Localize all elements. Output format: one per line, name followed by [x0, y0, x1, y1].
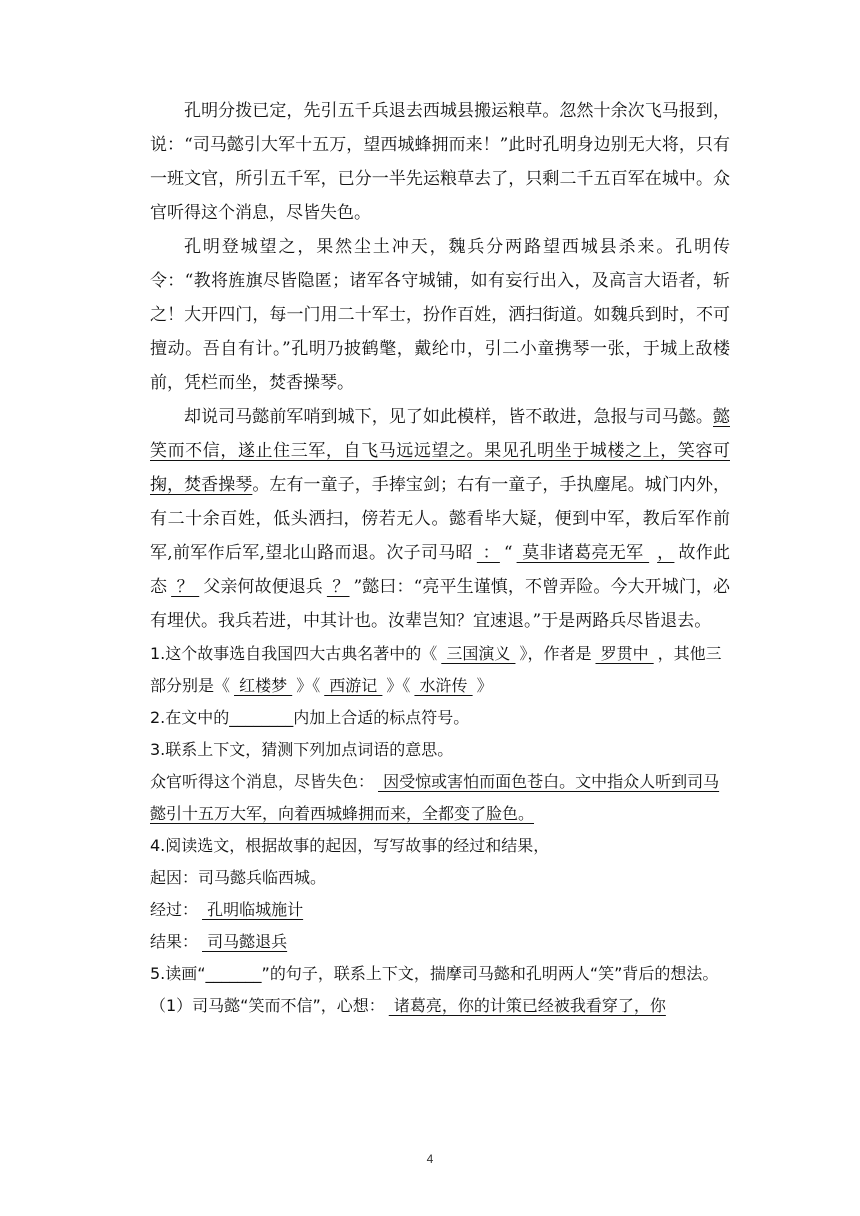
passage-text: 却说司马懿前军哨到城下，见了如此模样，皆不敢进，急报与司马懿。 — [184, 407, 713, 427]
question-3: 3.联系上下文，猜测下列加点词语的意思。 — [150, 740, 454, 759]
page-number: 4 — [426, 1152, 434, 1166]
answer-blank: 孔明临城施计 — [202, 900, 304, 919]
punctuation-blank: 莫非诸葛亮无军 — [516, 543, 650, 563]
answer-blank: 罗贯中 — [595, 644, 654, 663]
passage-text: ”懿曰：“亮平生谨慎，不曾弄险。今大开城门，必有埋伏。我兵若进，中其计也。汝辈岂知？宜速退。”于是两路兵尽皆退去。 — [150, 577, 731, 631]
answer-blank: 三国演义 — [441, 644, 516, 663]
question-text: ，其他三部分别是《 — [150, 644, 722, 695]
answer-blank: 西游记 — [324, 676, 383, 695]
question-text: 众官听得这个消息，尽皆失色： — [150, 772, 375, 791]
underlined-sentence: 懿笑而不信，遂止住三军，自飞马远远望之。果见孔明坐于城楼之上，笑容可掬，焚香操琴 — [150, 407, 730, 495]
question-4-process — [150, 894, 730, 926]
question-4-cause: 起因：司马懿兵临西城。 — [150, 868, 327, 887]
answer-blank: 司马懿退兵 — [202, 932, 288, 951]
passage-text: 。左有一童子，手捧宝剑；右有一童子，手执麈尾。城门内外，有二十余百姓，低头洒扫，傍若无人。懿看毕大疑，便到中军，教后军作前军,前军作后军,望北山路而退。次子司马昭 — [150, 475, 731, 563]
question-4: 4.阅读选文，根据故事的起因，写写故事的经过和结果， — [150, 836, 550, 855]
punctuation-blank: ： — [476, 543, 500, 563]
passage-paragraph-2: 孔明登城望之，果然尘土冲天，魏兵分两路望西城县杀来。孔明传令：“教将旌旗尽皆隐匿；诸军各守城铺，如有妄行出入，及高言大语者，斩之！大开四门，每一门用二十军士，扮作百姓，洒扫街道。如魏兵到时，不可擅动。吾自有计。”孔明乃披鹤氅，戴纶巾，引二小童携琴一张，于城上敌楼前，凭栏而坐，焚香操琴。 — [150, 237, 730, 393]
question-text: 》，作者是 — [519, 644, 592, 663]
passage-text: 父亲何故便退兵 — [203, 577, 323, 597]
answer-blank: 诸葛亮，你的计策已经被我看穿了，你 — [388, 996, 666, 1015]
answer-blank: 因受惊或害怕而面色苍白。文中指众人听到司马懿引十五万大军，向着西城蜂拥而来，全都变了脸色。 — [150, 772, 720, 823]
question-text: 》《 — [386, 676, 411, 695]
question-label: 经过： — [150, 900, 199, 919]
question-text: （1）司马懿“笑而不信”，心想： — [150, 996, 385, 1015]
question-3-item — [150, 766, 730, 830]
punctuation-blank: ？ — [171, 577, 200, 597]
document-content — [150, 94, 730, 1022]
question-text: 》 — [476, 676, 493, 695]
question-text: 》《 — [296, 676, 321, 695]
punctuation-blank: ？ — [326, 577, 350, 597]
question-4-result — [150, 926, 730, 958]
passage-text: 故作此态 — [150, 543, 731, 597]
answer-blank: 水浒传 — [414, 676, 473, 695]
question-label: 结果： — [150, 932, 199, 951]
question-2: 2.在文中的________内加上合适的标点符号。 — [150, 708, 470, 727]
question-1 — [150, 638, 730, 702]
answer-blank: 红楼梦 — [234, 676, 293, 695]
passage-paragraph-1: 孔明分拨已定，先引五千兵退去西城县搬运粮草。忽然十余次飞马报到，说：“司马懿引大军十五万，望西城蜂拥而来！”此时孔明身边别无大将，只有一班文官，所引五千军，已分一半先运粮草去了，只剩二千五百军在城中。众官听得这个消息，尽皆失色。 — [150, 101, 730, 223]
question-5-item-1 — [150, 990, 730, 1022]
question-5: 5.读画“_______”的句子，联系上下文，揣摩司马懿和孔明两人“笑”背后的想法。 — [150, 964, 719, 983]
passage-paragraph-3 — [150, 400, 730, 638]
question-text: 1.这个故事选自我国四大古典名著中的《 — [150, 644, 438, 663]
passage-text: “ — [503, 543, 513, 563]
punctuation-blank: ， — [657, 543, 675, 563]
